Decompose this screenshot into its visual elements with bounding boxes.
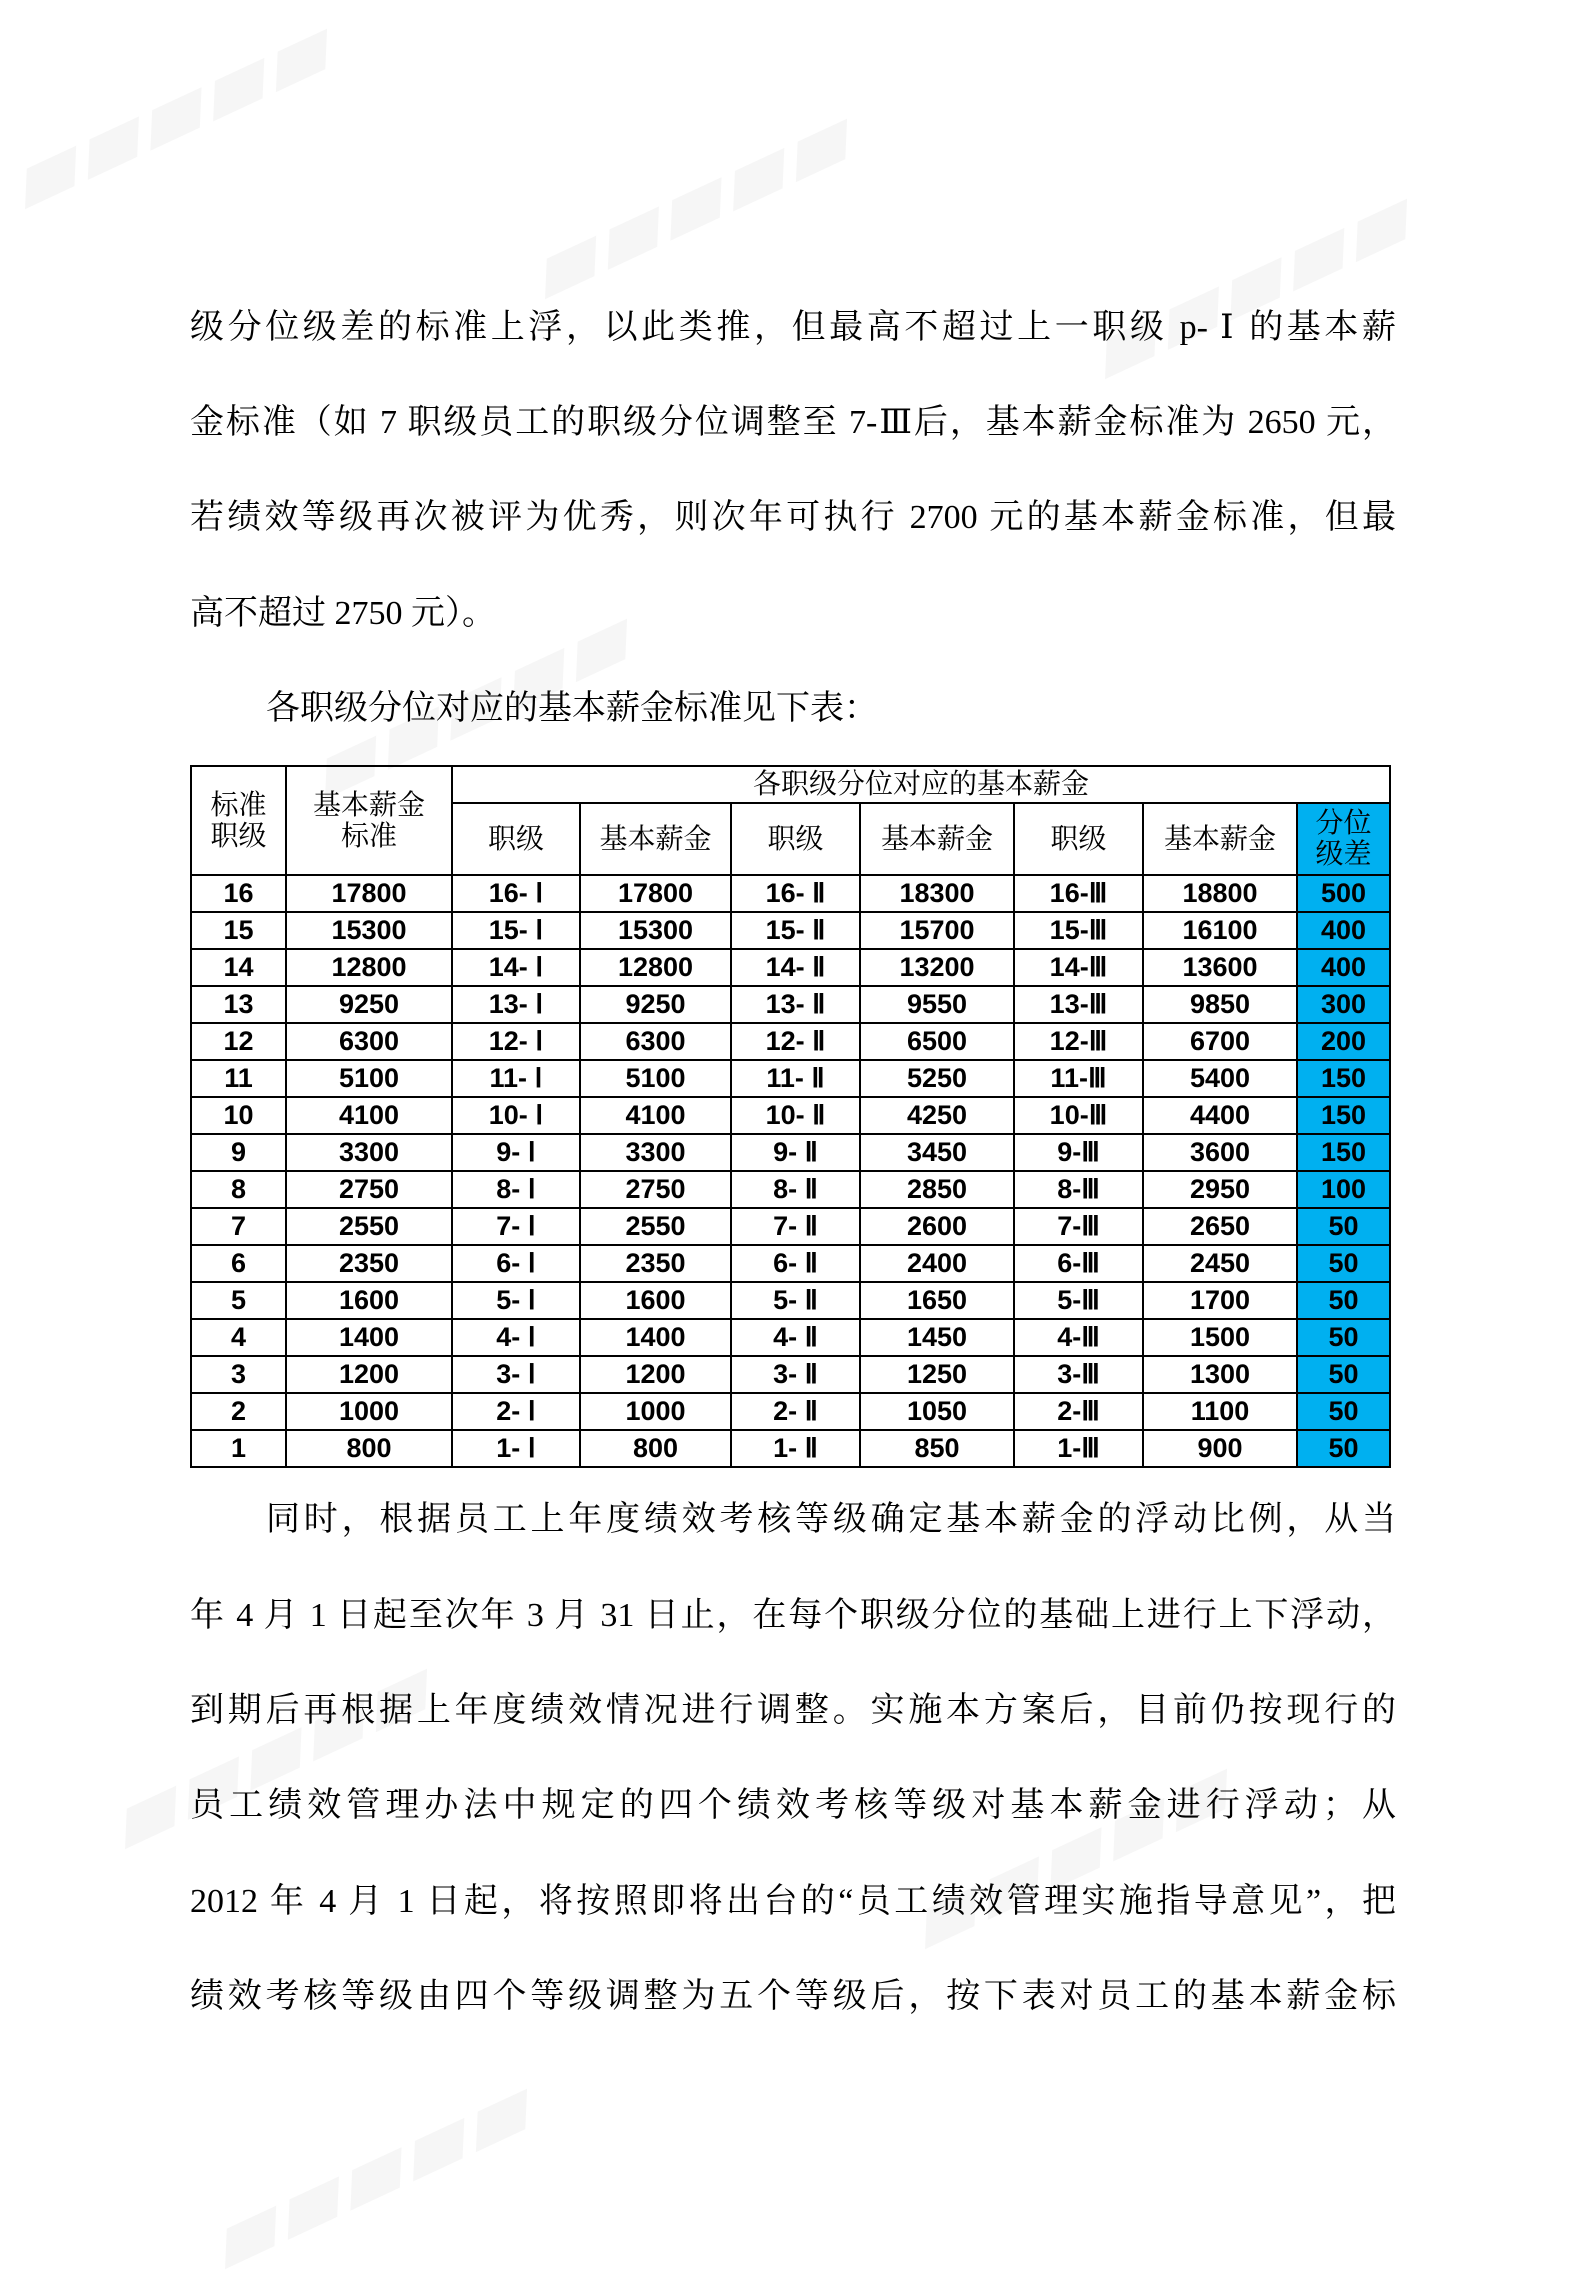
cell-salary-2: 3450 [860,1134,1014,1171]
header-diff: 分位级差 [1297,803,1390,875]
cell-grade-1: 1- Ⅰ [452,1430,580,1467]
table-row [191,1430,1390,1467]
table-row [191,1282,1390,1319]
cell-grade-2: 1- Ⅱ [731,1430,860,1467]
cell-salary-3: 18800 [1143,875,1297,912]
header-standard-grade: 标准职级 [191,766,286,875]
cell-salary-3: 1500 [1143,1319,1297,1356]
table-row [191,1060,1390,1097]
cell-grade-3: 16-Ⅲ [1014,875,1143,912]
header-salary: 基本薪金 [1143,803,1297,875]
cell-base-salary-standard: 5100 [286,1060,452,1097]
table-row [191,1319,1390,1356]
cell-grade-1: 3- Ⅰ [452,1356,580,1393]
cell-grade-2: 11- Ⅱ [731,1060,860,1097]
watermark [894,1732,1252,1973]
cell-grade-diff: 150 [1297,1097,1390,1134]
header-salary: 基本薪金 [580,803,731,875]
cell-base-salary-standard: 1000 [286,1393,452,1430]
cell-salary-3: 13600 [1143,949,1297,986]
cell-salary-2: 1050 [860,1393,1014,1430]
paragraph-line: 若绩效等级再次被评为优秀，则次年可执行 2700 元的基本薪金标准，但最 [190,499,1396,536]
cell-salary-1: 1600 [580,1282,731,1319]
cell-salary-3: 5400 [1143,1060,1297,1097]
table-row [191,1023,1390,1060]
table-row [191,1245,1390,1282]
cell-base-salary-standard: 1400 [286,1319,452,1356]
cell-salary-1: 3300 [580,1134,731,1171]
paragraph-line: 员工绩效管理办法中规定的四个绩效考核等级对基本薪金进行浮动；从 [190,1787,1396,1824]
cell-salary-1: 5100 [580,1060,731,1097]
cell-grade-1: 13- Ⅰ [452,986,580,1023]
cell-salary-3: 6700 [1143,1023,1297,1060]
cell-grade-2: 8- Ⅱ [731,1171,860,1208]
paragraph-line: 年 4 月 1 日起至次年 3 月 31 日止，在每个职级分位的基础上进行上下浮动， [190,1597,1396,1634]
cell-salary-2: 2600 [860,1208,1014,1245]
cell-base-salary-standard: 9250 [286,986,452,1023]
cell-salary-3: 1700 [1143,1282,1297,1319]
cell-grade-2: 6- Ⅱ [731,1245,860,1282]
cell-base-salary-standard: 800 [286,1430,452,1467]
cell-salary-1: 9250 [580,986,731,1023]
cell-salary-1: 17800 [580,875,731,912]
cell-grade-diff: 500 [1297,875,1390,912]
cell-salary-2: 15700 [860,912,1014,949]
cell-salary-1: 1000 [580,1393,731,1430]
cell-grade-diff: 50 [1297,1356,1390,1393]
cell-standard-grade: 2 [191,1393,286,1430]
cell-grade-diff: 150 [1297,1060,1390,1097]
cell-grade-2: 14- Ⅱ [731,949,860,986]
cell-grade-2: 7- Ⅱ [731,1208,860,1245]
table-row [191,1356,1390,1393]
cell-grade-3: 1-Ⅲ [1014,1430,1143,1467]
cell-salary-3: 3600 [1143,1134,1297,1171]
cell-salary-1: 2550 [580,1208,731,1245]
cell-salary-2: 1650 [860,1282,1014,1319]
cell-grade-3: 15-Ⅲ [1014,912,1143,949]
cell-grade-2: 10- Ⅱ [731,1097,860,1134]
cell-standard-grade: 4 [191,1319,286,1356]
cell-salary-2: 2850 [860,1171,1014,1208]
cell-grade-2: 5- Ⅱ [731,1282,860,1319]
cell-salary-1: 800 [580,1430,731,1467]
cell-base-salary-standard: 4100 [286,1097,452,1134]
paragraph-line: 2012 年 4 月 1 日起，将按照即将出台的“员工绩效管理实施指导意见”，把 [190,1883,1396,1920]
table-row [191,875,1390,912]
cell-grade-diff: 50 [1297,1282,1390,1319]
cell-salary-2: 850 [860,1430,1014,1467]
cell-grade-diff: 300 [1297,986,1390,1023]
cell-grade-diff: 400 [1297,912,1390,949]
cell-salary-3: 2950 [1143,1171,1297,1208]
cell-grade-1: 2- Ⅰ [452,1393,580,1430]
table-row [191,1097,1390,1134]
cell-grade-3: 9-Ⅲ [1014,1134,1143,1171]
cell-base-salary-standard: 1600 [286,1282,452,1319]
cell-base-salary-standard: 17800 [286,875,452,912]
cell-salary-1: 2350 [580,1245,731,1282]
cell-grade-3: 13-Ⅲ [1014,986,1143,1023]
cell-salary-1: 4100 [580,1097,731,1134]
cell-salary-1: 1200 [580,1356,731,1393]
cell-grade-3: 3-Ⅲ [1014,1356,1143,1393]
cell-base-salary-standard: 1200 [286,1356,452,1393]
cell-grade-1: 11- Ⅰ [452,1060,580,1097]
cell-base-salary-standard: 2550 [286,1208,452,1245]
cell-grade-3: 12-Ⅲ [1014,1023,1143,1060]
header-base-salary-standard: 基本薪金标准 [286,766,452,875]
table-row [191,1134,1390,1171]
header-grade: 职级 [1014,803,1143,875]
paragraph-line: 同时，根据员工上年度绩效考核等级确定基本薪金的浮动比例，从当 [266,1501,1396,1538]
cell-grade-diff: 50 [1297,1208,1390,1245]
cell-standard-grade: 5 [191,1282,286,1319]
cell-salary-3: 9850 [1143,986,1297,1023]
paragraph-line: 级分位级差的标准上浮，以此类推，但最高不超过上一职级 p- Ⅰ 的基本薪 [190,309,1396,346]
cell-salary-3: 900 [1143,1430,1297,1467]
cell-grade-diff: 50 [1297,1245,1390,1282]
cell-salary-1: 1400 [580,1319,731,1356]
cell-salary-2: 2400 [860,1245,1014,1282]
cell-base-salary-standard: 2750 [286,1171,452,1208]
header-group: 各职级分位对应的基本薪金 [452,766,1390,803]
cell-grade-1: 7- Ⅰ [452,1208,580,1245]
cell-grade-diff: 100 [1297,1171,1390,1208]
cell-salary-2: 1450 [860,1319,1014,1356]
cell-grade-1: 6- Ⅰ [452,1245,580,1282]
cell-salary-3: 2650 [1143,1208,1297,1245]
cell-grade-1: 4- Ⅰ [452,1319,580,1356]
cell-grade-3: 10-Ⅲ [1014,1097,1143,1134]
cell-standard-grade: 15 [191,912,286,949]
cell-salary-2: 4250 [860,1097,1014,1134]
table-row [191,1393,1390,1430]
cell-grade-3: 5-Ⅲ [1014,1282,1143,1319]
cell-salary-2: 13200 [860,949,1014,986]
cell-standard-grade: 11 [191,1060,286,1097]
header-salary: 基本薪金 [860,803,1014,875]
cell-grade-3: 4-Ⅲ [1014,1319,1143,1356]
cell-standard-grade: 10 [191,1097,286,1134]
cell-grade-1: 16- Ⅰ [452,875,580,912]
cell-salary-3: 16100 [1143,912,1297,949]
table-row [191,1171,1390,1208]
cell-grade-3: 11-Ⅲ [1014,1060,1143,1097]
cell-grade-1: 8- Ⅰ [452,1171,580,1208]
table-row [191,949,1390,986]
table-row [191,1208,1390,1245]
cell-grade-diff: 50 [1297,1393,1390,1430]
table-intro: 各职级分位对应的基本薪金标准见下表： [266,690,878,727]
cell-grade-diff: 50 [1297,1430,1390,1467]
cell-grade-1: 14- Ⅰ [452,949,580,986]
cell-salary-1: 15300 [580,912,731,949]
cell-grade-1: 12- Ⅰ [452,1023,580,1060]
watermark [1074,162,1432,403]
cell-salary-3: 1100 [1143,1393,1297,1430]
cell-salary-3: 1300 [1143,1356,1297,1393]
cell-grade-diff: 150 [1297,1134,1390,1171]
cell-standard-grade: 12 [191,1023,286,1060]
paragraph-line: 金标准（如 7 职级员工的职级分位调整至 7-Ⅲ后，基本薪金标准为 2650 元， [190,404,1396,441]
cell-grade-2: 12- Ⅱ [731,1023,860,1060]
cell-base-salary-standard: 15300 [286,912,452,949]
cell-grade-1: 9- Ⅰ [452,1134,580,1171]
cell-grade-3: 14-Ⅲ [1014,949,1143,986]
cell-salary-2: 6500 [860,1023,1014,1060]
cell-base-salary-standard: 12800 [286,949,452,986]
cell-salary-3: 2450 [1143,1245,1297,1282]
cell-grade-diff: 200 [1297,1023,1390,1060]
cell-base-salary-standard: 3300 [286,1134,452,1171]
cell-grade-1: 15- Ⅰ [452,912,580,949]
cell-grade-3: 2-Ⅲ [1014,1393,1143,1430]
cell-standard-grade: 8 [191,1171,286,1208]
cell-grade-2: 15- Ⅱ [731,912,860,949]
cell-grade-1: 5- Ⅰ [452,1282,580,1319]
paragraph-line: 绩效考核等级由四个等级调整为五个等级后，按下表对员工的基本薪金标 [190,1978,1396,2015]
table-row [191,912,1390,949]
cell-grade-2: 9- Ⅱ [731,1134,860,1171]
cell-grade-2: 13- Ⅱ [731,986,860,1023]
cell-grade-2: 4- Ⅱ [731,1319,860,1356]
salary-table [190,765,1391,1468]
cell-grade-diff: 50 [1297,1319,1390,1356]
cell-salary-2: 18300 [860,875,1014,912]
cell-salary-2: 1250 [860,1356,1014,1393]
cell-standard-grade: 14 [191,949,286,986]
cell-grade-1: 10- Ⅰ [452,1097,580,1134]
cell-salary-2: 5250 [860,1060,1014,1097]
cell-standard-grade: 9 [191,1134,286,1171]
cell-salary-1: 12800 [580,949,731,986]
cell-salary-2: 9550 [860,986,1014,1023]
cell-grade-2: 2- Ⅱ [731,1393,860,1430]
cell-grade-2: 3- Ⅱ [731,1356,860,1393]
cell-grade-3: 7-Ⅲ [1014,1208,1143,1245]
cell-standard-grade: 3 [191,1356,286,1393]
watermark [514,82,872,323]
cell-standard-grade: 7 [191,1208,286,1245]
cell-standard-grade: 13 [191,986,286,1023]
cell-base-salary-standard: 2350 [286,1245,452,1282]
cell-standard-grade: 1 [191,1430,286,1467]
table-row [191,986,1390,1023]
cell-salary-3: 4400 [1143,1097,1297,1134]
cell-salary-1: 2750 [580,1171,731,1208]
watermark [194,2052,552,2293]
watermark [94,1632,452,1873]
cell-grade-2: 16- Ⅱ [731,875,860,912]
paragraph-line: 高不超过 2750 元）。 [190,595,496,632]
paragraph-line: 到期后再根据上年度绩效情况进行调整。实施本方案后，目前仍按现行的 [190,1692,1396,1729]
cell-standard-grade: 6 [191,1245,286,1282]
cell-standard-grade: 16 [191,875,286,912]
cell-grade-3: 6-Ⅲ [1014,1245,1143,1282]
cell-grade-3: 8-Ⅲ [1014,1171,1143,1208]
header-grade: 职级 [731,803,860,875]
header-grade: 职级 [452,803,580,875]
cell-base-salary-standard: 6300 [286,1023,452,1060]
cell-grade-diff: 400 [1297,949,1390,986]
watermark [0,0,352,233]
cell-salary-1: 6300 [580,1023,731,1060]
